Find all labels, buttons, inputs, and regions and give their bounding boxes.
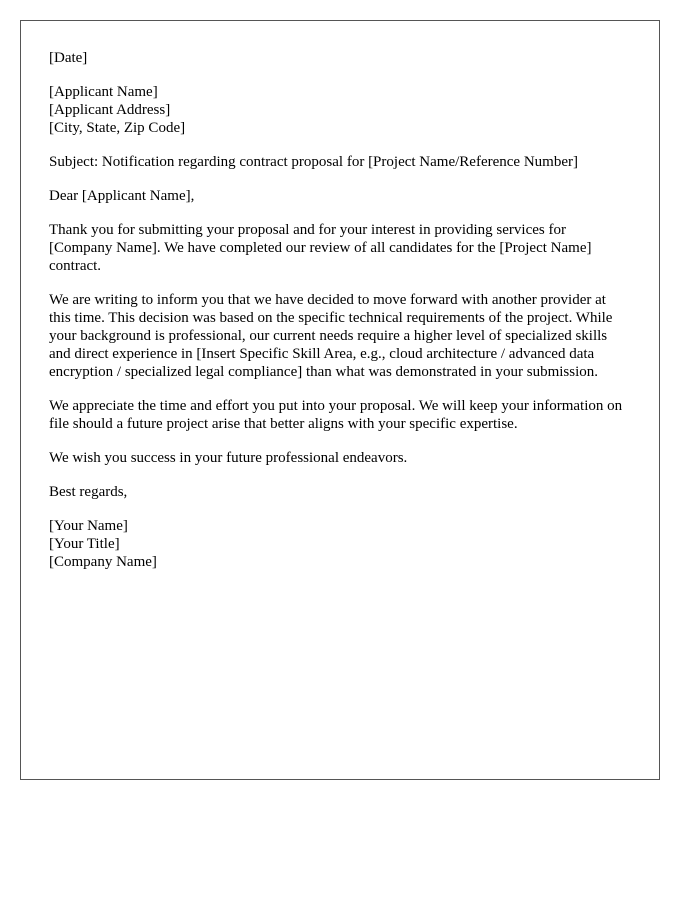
recipient-city-state-zip: [City, State, Zip Code] [49, 120, 186, 136]
sender-block [49, 517, 631, 571]
body-paragraph-3: We appreciate the time and effort you put into your proposal. We will keep your information on file should a future project arise that better aligns with your specific expertise. [49, 398, 623, 432]
letter-date: [Date] [49, 50, 88, 66]
recipient-block [49, 83, 631, 137]
letter-closing: Best regards, [49, 484, 128, 500]
sender-title: [Your Title] [49, 536, 120, 552]
sender-company: [Company Name] [49, 554, 157, 570]
letter-page [20, 20, 660, 780]
recipient-name: [Applicant Name] [49, 84, 158, 100]
letter-salutation: Dear [Applicant Name], [49, 188, 195, 204]
body-paragraph-4: We wish you success in your future professional endeavors. [49, 450, 408, 466]
recipient-address: [Applicant Address] [49, 102, 171, 118]
body-paragraph-1: Thank you for submitting your proposal and for your interest in providing services for [Company Name]. We have completed our review of all candidates for the [Project Name] contract. [49, 222, 592, 274]
body-paragraph-2: We are writing to inform you that we have decided to move forward with another provider at this time. This decision was based on the specific technical requirements of the project. While your background is professional, our current needs require a higher level of specialized skills and direct experience in [Insert Specific Skill Area, e.g., cloud architecture / advanced data encryption / specialized legal compliance] than what was demonstrated in your submission. [49, 292, 613, 380]
letter-subject: Subject: Notification regarding contract proposal for [Project Name/Reference Number] [49, 154, 578, 170]
sender-name: [Your Name] [49, 518, 128, 534]
